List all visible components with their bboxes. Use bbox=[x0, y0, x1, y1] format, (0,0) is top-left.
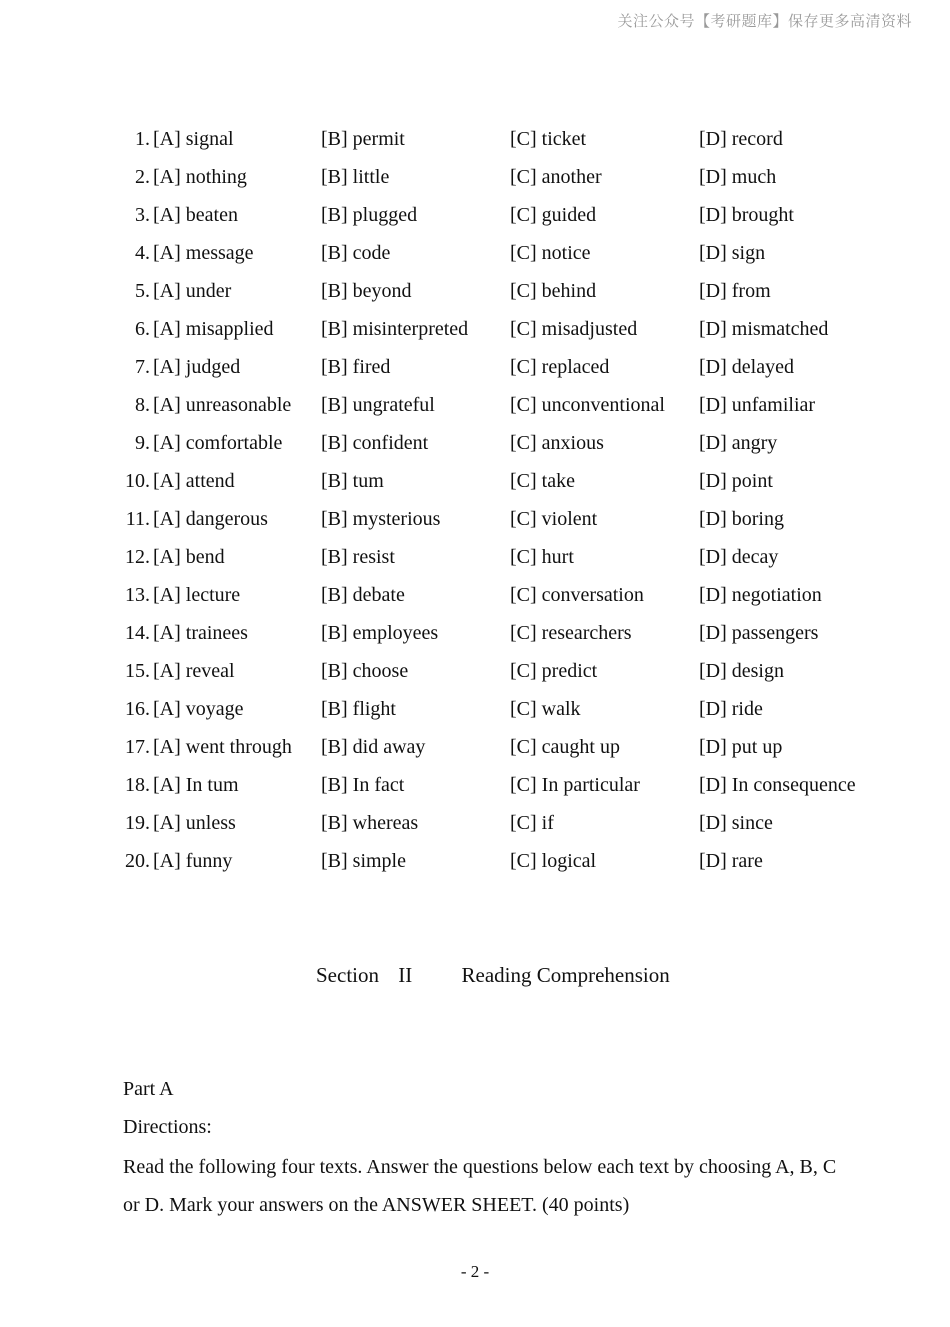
question-number: 2. bbox=[135, 166, 150, 188]
option-d: [D] unfamiliar bbox=[699, 394, 816, 416]
option-d: [D] passengers bbox=[699, 622, 819, 644]
option-a: [A] beaten bbox=[153, 204, 238, 226]
option-a: [A] unless bbox=[153, 812, 236, 834]
option-a: [A] trainees bbox=[153, 622, 248, 644]
question-row bbox=[118, 462, 898, 500]
directions-text: Read the following four texts. Answer the questions below each text by choosing A, B, C or D. Mark your answers on the ANSWER SHEET. (40 points) bbox=[123, 1156, 837, 1216]
question-row bbox=[118, 120, 898, 158]
option-c: [C] anxious bbox=[510, 432, 604, 454]
question-row bbox=[118, 234, 898, 272]
question-row bbox=[118, 158, 898, 196]
question-row bbox=[118, 728, 898, 766]
option-a: [A] message bbox=[153, 242, 254, 264]
option-d: [D] mismatched bbox=[699, 318, 829, 340]
option-a: [A] voyage bbox=[153, 698, 244, 720]
option-b: [B] code bbox=[321, 242, 391, 264]
part-title: Part A bbox=[123, 1078, 174, 1100]
option-c: [C] In particular bbox=[510, 774, 640, 796]
option-d: [D] since bbox=[699, 812, 773, 834]
question-row bbox=[118, 652, 898, 690]
question-number: 20. bbox=[125, 850, 150, 872]
watermark: 关注公众号【考研题库】保存更多高清资料 bbox=[617, 12, 912, 30]
question-row bbox=[118, 842, 898, 880]
question-row bbox=[118, 766, 898, 804]
option-a: [A] reveal bbox=[153, 660, 235, 682]
option-b: [B] permit bbox=[321, 128, 405, 150]
question-row bbox=[118, 386, 898, 424]
page-number: - 2 - bbox=[460, 1262, 490, 1281]
option-d: [D] design bbox=[699, 660, 784, 682]
option-d: [D] rare bbox=[699, 850, 763, 872]
question-number: 6. bbox=[135, 318, 150, 340]
option-c: [C] misadjusted bbox=[510, 318, 638, 340]
question-number: 1. bbox=[135, 128, 150, 150]
option-d: [D] from bbox=[699, 280, 771, 302]
option-d: [D] delayed bbox=[699, 356, 794, 378]
question-number: 5. bbox=[135, 280, 150, 302]
option-b: [B] mysterious bbox=[321, 508, 441, 530]
option-d: [D] much bbox=[699, 166, 777, 188]
question-number: 10. bbox=[125, 470, 150, 492]
option-c: [C] ticket bbox=[510, 128, 587, 150]
question-number: 15. bbox=[125, 660, 150, 682]
option-c: [C] conversation bbox=[510, 584, 644, 606]
option-c: [C] researchers bbox=[510, 622, 632, 644]
option-c: [C] caught up bbox=[510, 736, 620, 758]
question-row bbox=[118, 272, 898, 310]
option-d: [D] negotiation bbox=[699, 584, 822, 606]
option-c: [C] predict bbox=[510, 660, 598, 682]
question-row bbox=[118, 424, 898, 462]
question-number: 14. bbox=[125, 622, 150, 644]
question-list bbox=[118, 120, 898, 880]
question-number: 13. bbox=[125, 584, 150, 606]
question-number: 16. bbox=[125, 698, 150, 720]
option-d: [D] brought bbox=[699, 204, 794, 226]
section-title: Reading Comprehension bbox=[461, 963, 670, 987]
option-d: [D] ride bbox=[699, 698, 763, 720]
question-number: 12. bbox=[125, 546, 150, 568]
option-c: [C] unconventional bbox=[510, 394, 665, 416]
option-b: [B] plugged bbox=[321, 204, 418, 226]
question-row bbox=[118, 348, 898, 386]
option-d: [D] angry bbox=[699, 432, 778, 454]
option-a: [A] dangerous bbox=[153, 508, 268, 530]
question-number: 9. bbox=[135, 432, 150, 454]
question-row bbox=[118, 804, 898, 842]
option-c: [C] violent bbox=[510, 508, 598, 530]
option-b: [B] flight bbox=[321, 698, 396, 720]
option-b: [B] fired bbox=[321, 356, 391, 378]
option-b: [B] ungrateful bbox=[321, 394, 435, 416]
section-label: Section bbox=[316, 963, 379, 987]
question-number: 18. bbox=[125, 774, 150, 796]
question-row bbox=[118, 196, 898, 234]
option-b: [B] beyond bbox=[321, 280, 412, 302]
question-row bbox=[118, 538, 898, 576]
option-a: [A] went through bbox=[153, 736, 292, 758]
question-number: 11. bbox=[125, 508, 150, 530]
section-number: II bbox=[398, 963, 413, 987]
option-b: [B] whereas bbox=[321, 812, 419, 834]
question-row bbox=[118, 576, 898, 614]
question-number: 7. bbox=[135, 356, 150, 378]
section-heading bbox=[316, 958, 670, 992]
option-a: [A] attend bbox=[153, 470, 235, 492]
option-a: [A] nothing bbox=[153, 166, 247, 188]
option-a: [A] comfortable bbox=[153, 432, 283, 454]
option-b: [B] confident bbox=[321, 432, 429, 454]
option-a: [A] judged bbox=[153, 356, 241, 378]
option-a: [A] under bbox=[153, 280, 232, 302]
question-row bbox=[118, 614, 898, 652]
question-row bbox=[118, 310, 898, 348]
directions-label: Directions: bbox=[123, 1116, 212, 1138]
option-d: [D] record bbox=[699, 128, 783, 150]
option-b: [B] did away bbox=[321, 736, 426, 758]
option-c: [C] guided bbox=[510, 204, 597, 226]
option-a: [A] In tum bbox=[153, 774, 239, 796]
question-number: 4. bbox=[135, 242, 150, 264]
option-b: [B] choose bbox=[321, 660, 409, 682]
option-d: [D] point bbox=[699, 470, 773, 492]
question-row bbox=[118, 690, 898, 728]
option-b: [B] In fact bbox=[321, 774, 405, 796]
option-c: [C] logical bbox=[510, 850, 597, 872]
option-b: [B] employees bbox=[321, 622, 439, 644]
option-d: [D] In consequence bbox=[699, 774, 856, 796]
question-number: 17. bbox=[125, 736, 150, 758]
option-b: [B] debate bbox=[321, 584, 405, 606]
option-c: [C] take bbox=[510, 470, 575, 492]
option-c: [C] behind bbox=[510, 280, 597, 302]
question-row bbox=[118, 500, 898, 538]
option-c: [C] notice bbox=[510, 242, 591, 264]
option-b: [B] misinterpreted bbox=[321, 318, 469, 340]
option-b: [B] simple bbox=[321, 850, 406, 872]
option-c: [C] another bbox=[510, 166, 602, 188]
option-d: [D] boring bbox=[699, 508, 784, 530]
option-b: [B] tum bbox=[321, 470, 384, 492]
option-c: [C] hurt bbox=[510, 546, 574, 568]
option-a: [A] signal bbox=[153, 128, 234, 150]
question-number: 19. bbox=[125, 812, 150, 834]
option-a: [A] lecture bbox=[153, 584, 241, 606]
option-a: [A] bend bbox=[153, 546, 225, 568]
option-a: [A] unreasonable bbox=[153, 394, 292, 416]
option-a: [A] funny bbox=[153, 850, 233, 872]
option-c: [C] if bbox=[510, 812, 554, 834]
question-number: 3. bbox=[135, 204, 150, 226]
option-c: [C] replaced bbox=[510, 356, 610, 378]
option-a: [A] misapplied bbox=[153, 318, 274, 340]
option-b: [B] resist bbox=[321, 546, 395, 568]
option-c: [C] walk bbox=[510, 698, 581, 720]
option-b: [B] little bbox=[321, 166, 390, 188]
option-d: [D] decay bbox=[699, 546, 779, 568]
question-number: 8. bbox=[135, 394, 150, 416]
option-d: [D] put up bbox=[699, 736, 783, 758]
option-d: [D] sign bbox=[699, 242, 766, 264]
